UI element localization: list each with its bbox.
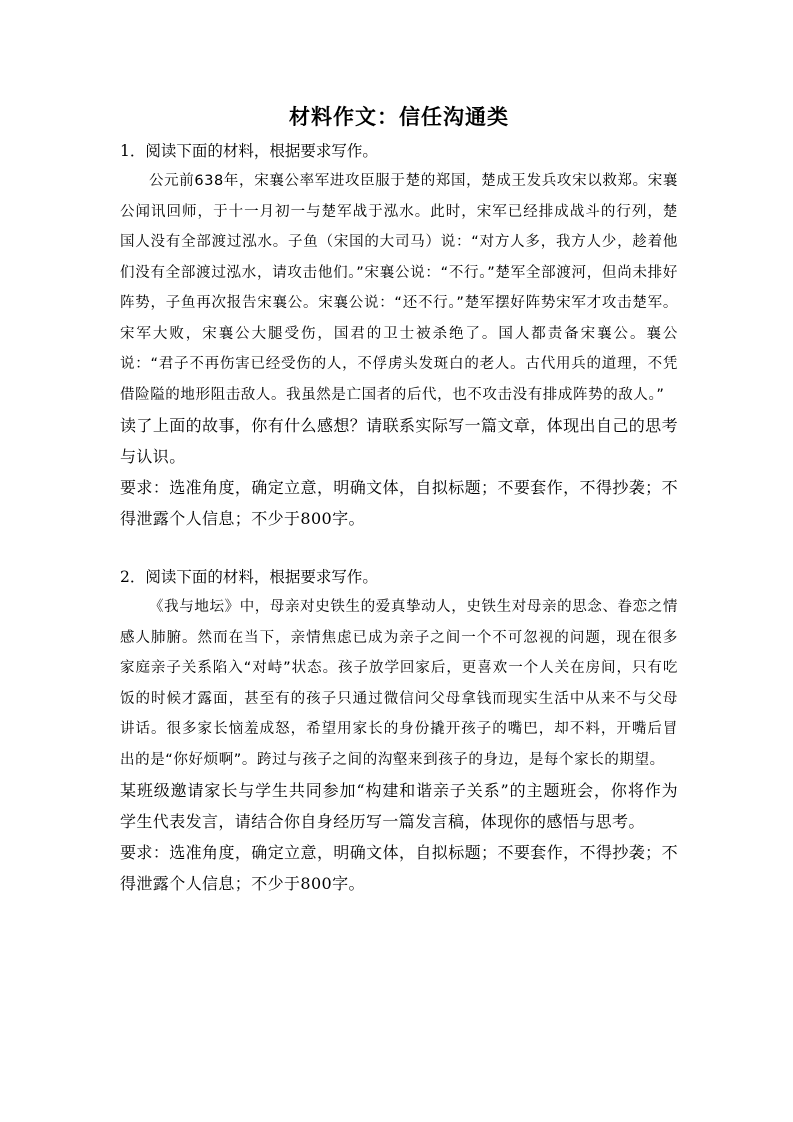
question-1 [120, 136, 678, 534]
question-prompt: 读了上面的故事，你有什么感想？请联系实际写一篇文章，体现出自己的思考与认识。 [120, 416, 678, 466]
question-prompt: 某班级邀请家长与学生共同参加“构建和谐亲子关系”的主题班会，你将作为学生代表发言，请结合你自身经历写一篇发言稿，体现你的感悟与思考。 [120, 781, 678, 831]
question-2 [120, 562, 678, 899]
question-material: 公元前638年，宋襄公率军进攻臣服于楚的郑国，楚成王发兵攻宋以救郑。宋襄公闻讯回师，于十一月初一与楚军战于泓水。此时，宋军已经排成战斗的行列，楚国人没有全部渡过泓水。子鱼（宋国的大司马）说：“对方人多，我方人少，趁着他们没有全部渡过泓水，请攻击他们。”宋襄公说：“不行。”楚军全部渡河，但尚未排好阵势，子鱼再次报告宋襄公。宋襄公说：“还不行。”楚军摆好阵势宋军才攻击楚军。宋军大败，宋襄公大腿受伤，国君的卫士被杀绝了。国人都责备宋襄公。襄公说：“君子不再伤害已经受伤的人，不俘虏头发斑白的老人。古代用兵的道理，不凭借险隘的地形阻击敌人。我虽然是亡国者的后代，也不攻击没有排成阵势的敌人。” [120, 173, 678, 403]
question-heading: 2．阅读下面的材料，根据要求写作。 [120, 568, 378, 586]
question-heading: 1．阅读下面的材料，根据要求写作。 [120, 142, 378, 160]
document-title: 材料作文：信任沟通类 [289, 104, 509, 129]
question-material: 《我与地坛》中，母亲对史铁生的爱真挚动人，史铁生对母亲的思念、眷恋之情感人肺腑。然而在当下，亲情焦虑已成为亲子之间一个不可忽视的问题，现在很多家庭亲子关系陷入“对峙”状态。孩子放学回家后，更喜欢一个人关在房间，只有吃饭的时候才露面，甚至有的孩子只通过微信问父母拿钱而现实生活中从来不与父母讲话。很多家长恼羞成怒，希望用家长的身份撬开孩子的嘴巴，却不料，开嘴后冒出的是“你好烦啊”。跨过与孩子之间的沟壑来到孩子的身边，是每个家长的期望。 [120, 599, 678, 768]
question-requirements: 要求：选准角度，确定立意，明确文体，自拟标题；不要套作，不得抄袭；不得泄露个人信息；不少于800字。 [120, 478, 678, 528]
question-requirements: 要求：选准角度，确定立意，明确文体，自拟标题；不要套作，不得抄袭；不得泄露个人信息；不少于800字。 [120, 843, 678, 893]
section-spacer [120, 534, 678, 562]
document-page [120, 100, 678, 899]
